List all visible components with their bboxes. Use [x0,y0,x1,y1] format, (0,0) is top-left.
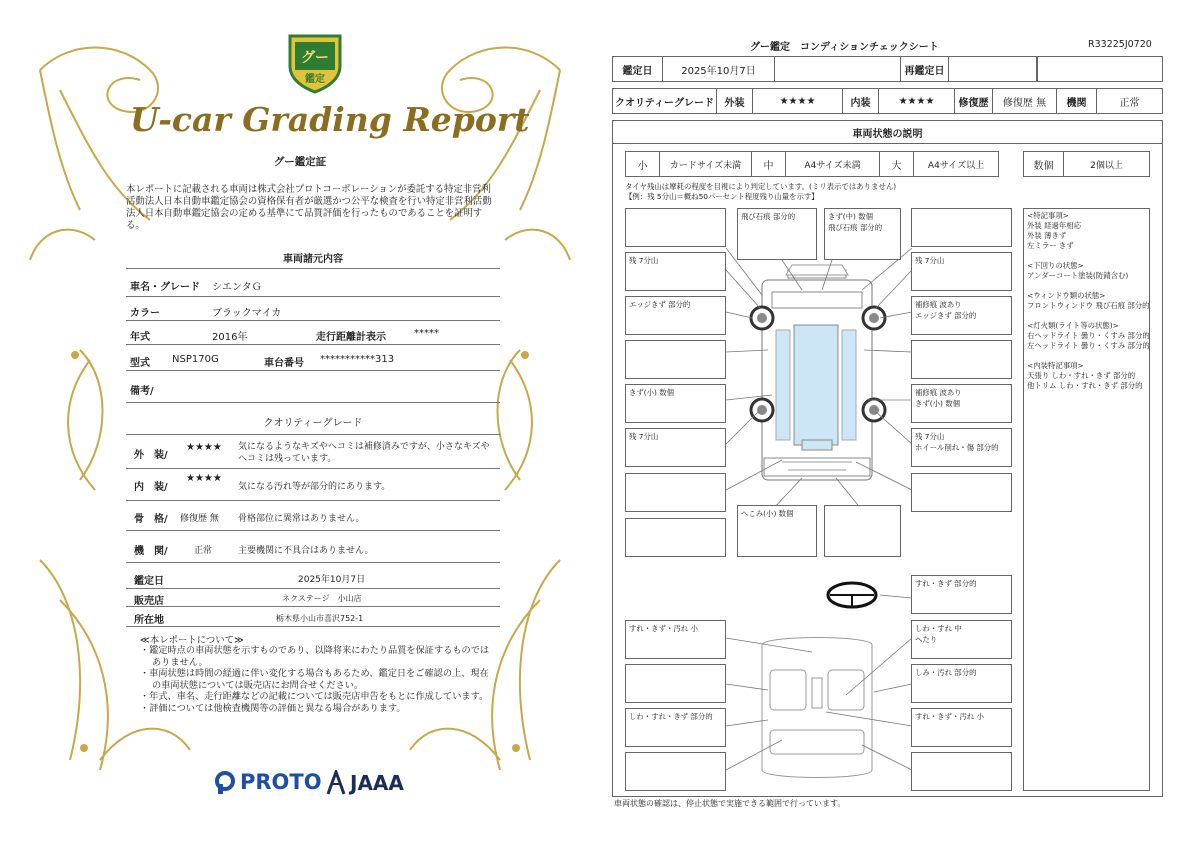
mileage-value: ***** [414,328,439,339]
small-value: カードサイズ未満 [660,152,752,176]
about-heading: ≪本レポートについて≫ [140,635,244,646]
interior-note-left-3: しわ・すれ・きず 部分的 [625,708,726,747]
jaaa-mark-icon [326,770,346,796]
remarks-label: 備考/ [130,386,154,397]
engine-value: 正常 [1119,97,1140,109]
quality-grade-row [612,88,1163,114]
medium-label: 中 [752,152,786,176]
exterior-note-top-1: 飛び石痕 部分的 [737,208,817,260]
count-label: 数個 [1024,152,1064,176]
name-label: 車名・グレード [130,282,200,293]
interior-note-right-1: しわ・すれ 中 へたり [911,620,1012,659]
reinspect-value [949,57,1037,81]
tire-example: 【例：残 5分山＝概ね50パーセント程度残り山量を示す】 [625,192,819,201]
frame-grade-label: 骨 格/ [134,514,168,525]
exterior-grade-label: 外 装/ [134,450,168,461]
chassis-label: 車台番号 [264,358,304,369]
exterior-grade-rating: ★★★★ [186,442,222,453]
name-value: シエンタＧ [212,282,262,293]
exterior-note-right-2: 補修痕 波あり エッジきず 部分的 [911,296,1012,335]
color-label: カラー [130,308,160,319]
medium-value: A4サイズ未満 [786,152,880,176]
exterior-note-top-2: きず(中) 数個 飛び石痕 部分的 [824,208,901,260]
goo-kantei-logo [286,30,344,94]
exterior-note-right-6 [911,473,1012,512]
interior-grade-rating: ★★★★ [186,473,222,484]
dealer-value: ネクステージ 小山店 [282,594,362,603]
exterior-note-right-1: 残 7分山 [911,252,1012,291]
inspection-date-label: 鑑定日 [134,576,164,587]
engine-grade-rating: 正常 [194,546,213,556]
steering-note: すれ・きず 部分的 [911,575,1012,614]
tire-note: タイヤ残山は摩耗の程度を目視により判定しています。(ミリ表示ではありません) [625,182,897,191]
model-label: 型式 [130,358,150,369]
exterior-note-left-5: 残 7分山 [625,428,726,467]
chassis-value: ***********313 [320,354,395,365]
certificate-subtitle: グー鑑定証 [273,156,327,168]
dealer-label: 販売店 [134,596,164,607]
svg-text:鑑定: 鑑定 [305,74,325,85]
count-legend [1023,151,1150,177]
condition-heading: 車両状態の説明 [612,120,1163,144]
exterior-grade-comment: 気になるようなキズやヘコミは補修済みですが、小さなキズやヘコミは残っています。 [238,442,490,464]
year-label: 年式 [130,332,150,343]
large-label: 大 [880,152,914,176]
exterior-value: ★★★★ [753,89,843,113]
proto-logo: PROTO [214,770,322,794]
exterior-note-left-4: きず(小) 数個 [625,384,726,423]
exterior-note-left-1: 残 7分山 [625,252,726,291]
interior-note-right-2: しみ・汚れ 部分的 [911,664,1012,703]
exterior-label: 外装 [717,89,753,113]
special-notes: <特記事項> 外装 経過年相応 外装 薄きず 左ミラー きず <下回りの状態> アンダーコート塗装(防錆含む) <ウィンドウ類の状態> フロントウィンドウ 飛び石痕 部分的 <灯火類(ライト等の状態)> 右ヘッドライト 曇り・くすみ 部分的 左ヘッドライト 曇り・くすみ 部分的 <内装特記事項> 天張り しわ・すれ・きず 部分的 他トリム しわ・すれ・きず 部分的 [1023,208,1150,791]
proto-mark-icon [214,770,236,794]
exterior-note-left-6 [625,473,726,512]
about-item: ・車両状態は時間の経過に伴い変化する場合もあるため、鑑定日をご確認の上、現在の車両状態については販売店にお問合せください。 [140,668,489,691]
interior-label: 内装 [843,89,879,113]
interior-note-left-4 [625,752,726,791]
frame-grade-comment: 骨格部位に異常はありません。 [238,514,365,524]
sheet-footer-note: 車両状態の確認は、停止状態で実施できる範囲で行っています。 [614,799,846,808]
about-item: ・評価については他検査機関等の評価と異なる場合があります。 [140,702,406,714]
about-list [140,645,490,714]
interior-value: ★★★★ [879,89,955,113]
size-legend [625,151,999,177]
interior-note-left-2 [625,664,726,703]
year-value: 2016年 [212,332,248,343]
exterior-note-right-5: 残 7分山 ホイール削れ・傷 部分的 [911,428,1012,467]
model-value: NSP170G [172,354,219,365]
interior-note-right-3: すれ・きず・汚れ 小 [911,708,1012,747]
large-value: A4サイズ以上 [927,160,985,171]
exterior-note-left-3 [625,340,726,379]
car-exterior-topview [751,265,885,480]
frame-grade-rating: 修復歴 無 [180,514,219,524]
reinspect-label: 再鑑定日 [901,57,949,81]
small-label: 小 [626,152,660,176]
document-id: R33225J0720 [1088,39,1152,50]
exterior-note-bottom-1: へこみ(小) 数個 [737,505,817,557]
engine-grade-label: 機 関/ [134,546,168,557]
jaaa-logo: JAAA [326,770,404,796]
interior-grade-label: 内 装/ [134,482,168,493]
report-title: U-car Grading Report [130,100,530,139]
inspection-date-value: 2025年10月7日 [298,575,366,585]
engine-label: 機関 [1057,89,1097,113]
mileage-label: 走行距離計表示 [316,332,386,343]
exterior-note-right-0 [911,208,1012,247]
svg-text:グー: グー [301,50,329,66]
certification-text: 本レポートに記載される車両は株式会社プロトコーポレーションが委託する特定非営利活動法人日本自動車鑑定協会の資格保有者が厳選かつ公平な検査を行い特定非営利活動法人日本自動車鑑定協会の定める基準にて品質評価を行ったものであることを証明する。 [126,184,492,231]
exterior-note-right-3 [911,340,1012,379]
repair-value: 修復歴 無 [993,89,1057,113]
sheet-title: グー鑑定 コンディションチェックシート [750,42,939,53]
exterior-note-left-2: エッジきず 部分的 [625,296,726,335]
interior-note-right-4 [911,752,1012,791]
exterior-note-right-4: 補修痕 波あり きず(小) 数個 [911,384,1012,423]
sheet-date-label: 鑑定日 [613,57,663,81]
about-item: ・鑑定時点の車両状態を示すものであり、以降将来にわたり品質を保証するものではありません。 [140,645,490,668]
exterior-note-bottom-2 [824,505,901,557]
steering-wheel-icon [828,583,876,607]
repair-label: 修復歴 [955,89,993,113]
exterior-note-left-0 [625,208,726,247]
interior-grade-comment: 気になる汚れ等が部分的にあります。 [238,482,391,492]
quality-heading: クオリティーグレード [263,418,363,429]
color-value: ブラックマイカ [212,308,282,319]
inspection-date-row [612,56,1163,82]
quality-label: クオリティーグレード [613,89,717,113]
about-item: ・年式、車名、走行距離などの記載については販売店申告をもとに作成しています。 [140,691,489,702]
interior-note-left-1: すれ・きず・汚れ 小 [625,620,726,659]
exterior-note-left-7 [625,518,726,557]
count-value: 2個以上 [1090,160,1123,171]
address-label: 所在地 [134,615,164,626]
address-value: 栃木県小山市喜沢752-1 [276,614,364,623]
car-interior-topview [762,638,872,778]
engine-grade-comment: 主要機関に不具合はありません。 [238,546,374,556]
sheet-date-value: 2025年10月7日 [663,57,775,81]
spec-heading: 車両諸元内容 [283,254,343,265]
